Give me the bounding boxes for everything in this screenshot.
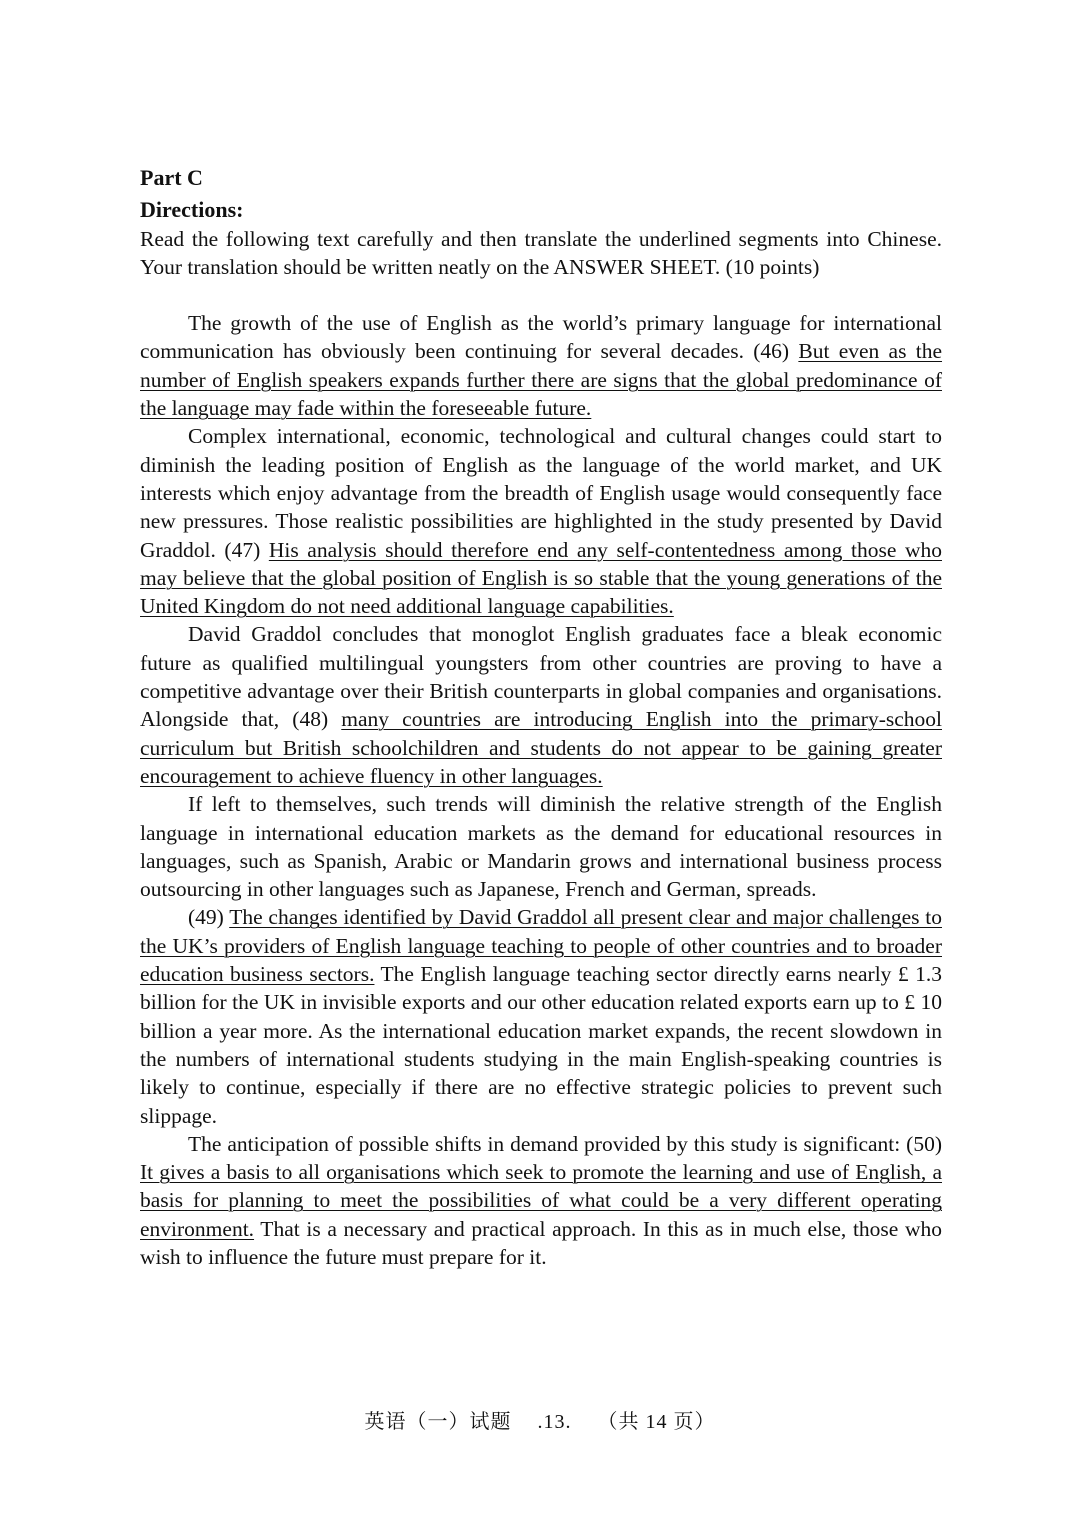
passage-paragraph-5 — [140, 903, 942, 1129]
underlined-segment-50: It gives a basis to all organisations which seek to promote the learning and use of English, a basis for planning to meet the possibilities of what could be a very different operating environment. — [140, 1160, 942, 1241]
passage-paragraph-6 — [140, 1130, 942, 1271]
paragraph-text: David Graddol concludes that monoglot English graduates face a bleak economic future as qualified multilingual youngsters from other countries are proving to have a competitive advantage over their British counterparts in global companies and organisations. Alongside that, (48) — [140, 622, 942, 732]
paragraph-text: If left to themselves, such trends will diminish the relative strength of the English language in international education markets as the demand for educational resources in languages, such as Spanish, Arabic or Mandarin grows and international business process outsourcing in other languages such as Japanese, French and German, spreads. — [140, 792, 942, 902]
passage-paragraph-3 — [140, 620, 942, 790]
passage-paragraph-2 — [140, 422, 942, 620]
paragraph-text: The anticipation of possible shifts in demand provided by this study is significant: (50) — [188, 1131, 942, 1156]
underlined-segment-46: But even as the number of English speakers expands further there are signs that the global predominance of the language may fade within the foreseeable future. — [140, 339, 943, 421]
page-footer — [0, 1405, 1080, 1434]
exam-title: 英语（一）试题 — [364, 1411, 512, 1433]
underlined-segment-47: His analysis should therefore end any self-contentedness among those who may believe that the global position of English is so stable that the young generations of the United Kingdom do not need additional language capabilities. — [140, 537, 942, 619]
directions-text: Read the following text carefully and then translate the underlined segments into Chinese. Your translation should be written neatly on the ANSWER SHEET. (10 points) — [140, 226, 942, 279]
underlined-segment-48: many countries are introducing English into the primary-school curriculum but British schoolchildren and students do not appear to be gaining greater encouragement to achieve fluency in other languages. — [140, 707, 942, 788]
paragraph-text-tail: That is a necessary and practical approach. In this as in much else, those who wish to influence the future must prepare for it. — [140, 1216, 942, 1269]
paragraph-text: (49) — [188, 905, 230, 930]
paragraph-text: Complex international, economic, technological and cultural changes could start to diminish the leading position of English as the language of the world market, and UK interests which enjoy advantage from the breadth of English usage would consequently face new pressures. Those realistic possibilities are highlighted in the study presented by David Graddol. (47) — [140, 424, 942, 562]
paragraph-text-tail: The English language teaching sector directly earns nearly £ 1.3 billion for the UK in invisible exports and our other education related exports earn up to £ 10 billion a year more. As the international education market expands, the recent slowdown in the numbers of international students studying in the main English-speaking countries is likely to continue, especially if there are no effective strategic policies to prevent such slippage. — [140, 962, 942, 1128]
directions-label: Directions: — [140, 197, 244, 223]
passage-paragraph-1 — [140, 309, 942, 422]
underlined-segment-49: The changes identified by David Graddol all present clear and major challenges to the UK’s providers of English language teaching to people of other countries and to broader education business sectors. — [140, 905, 942, 987]
paragraph-text: The growth of the use of English as the world’s primary language for international communication has obviously been continuing for several decades. (46) — [140, 311, 942, 364]
page-number: .13. — [537, 1411, 572, 1433]
passage-paragraph-4 — [140, 790, 942, 903]
section-title: Part C — [140, 165, 203, 190]
part-c-section — [140, 164, 942, 1271]
total-pages: （共 14 页） — [597, 1411, 716, 1433]
